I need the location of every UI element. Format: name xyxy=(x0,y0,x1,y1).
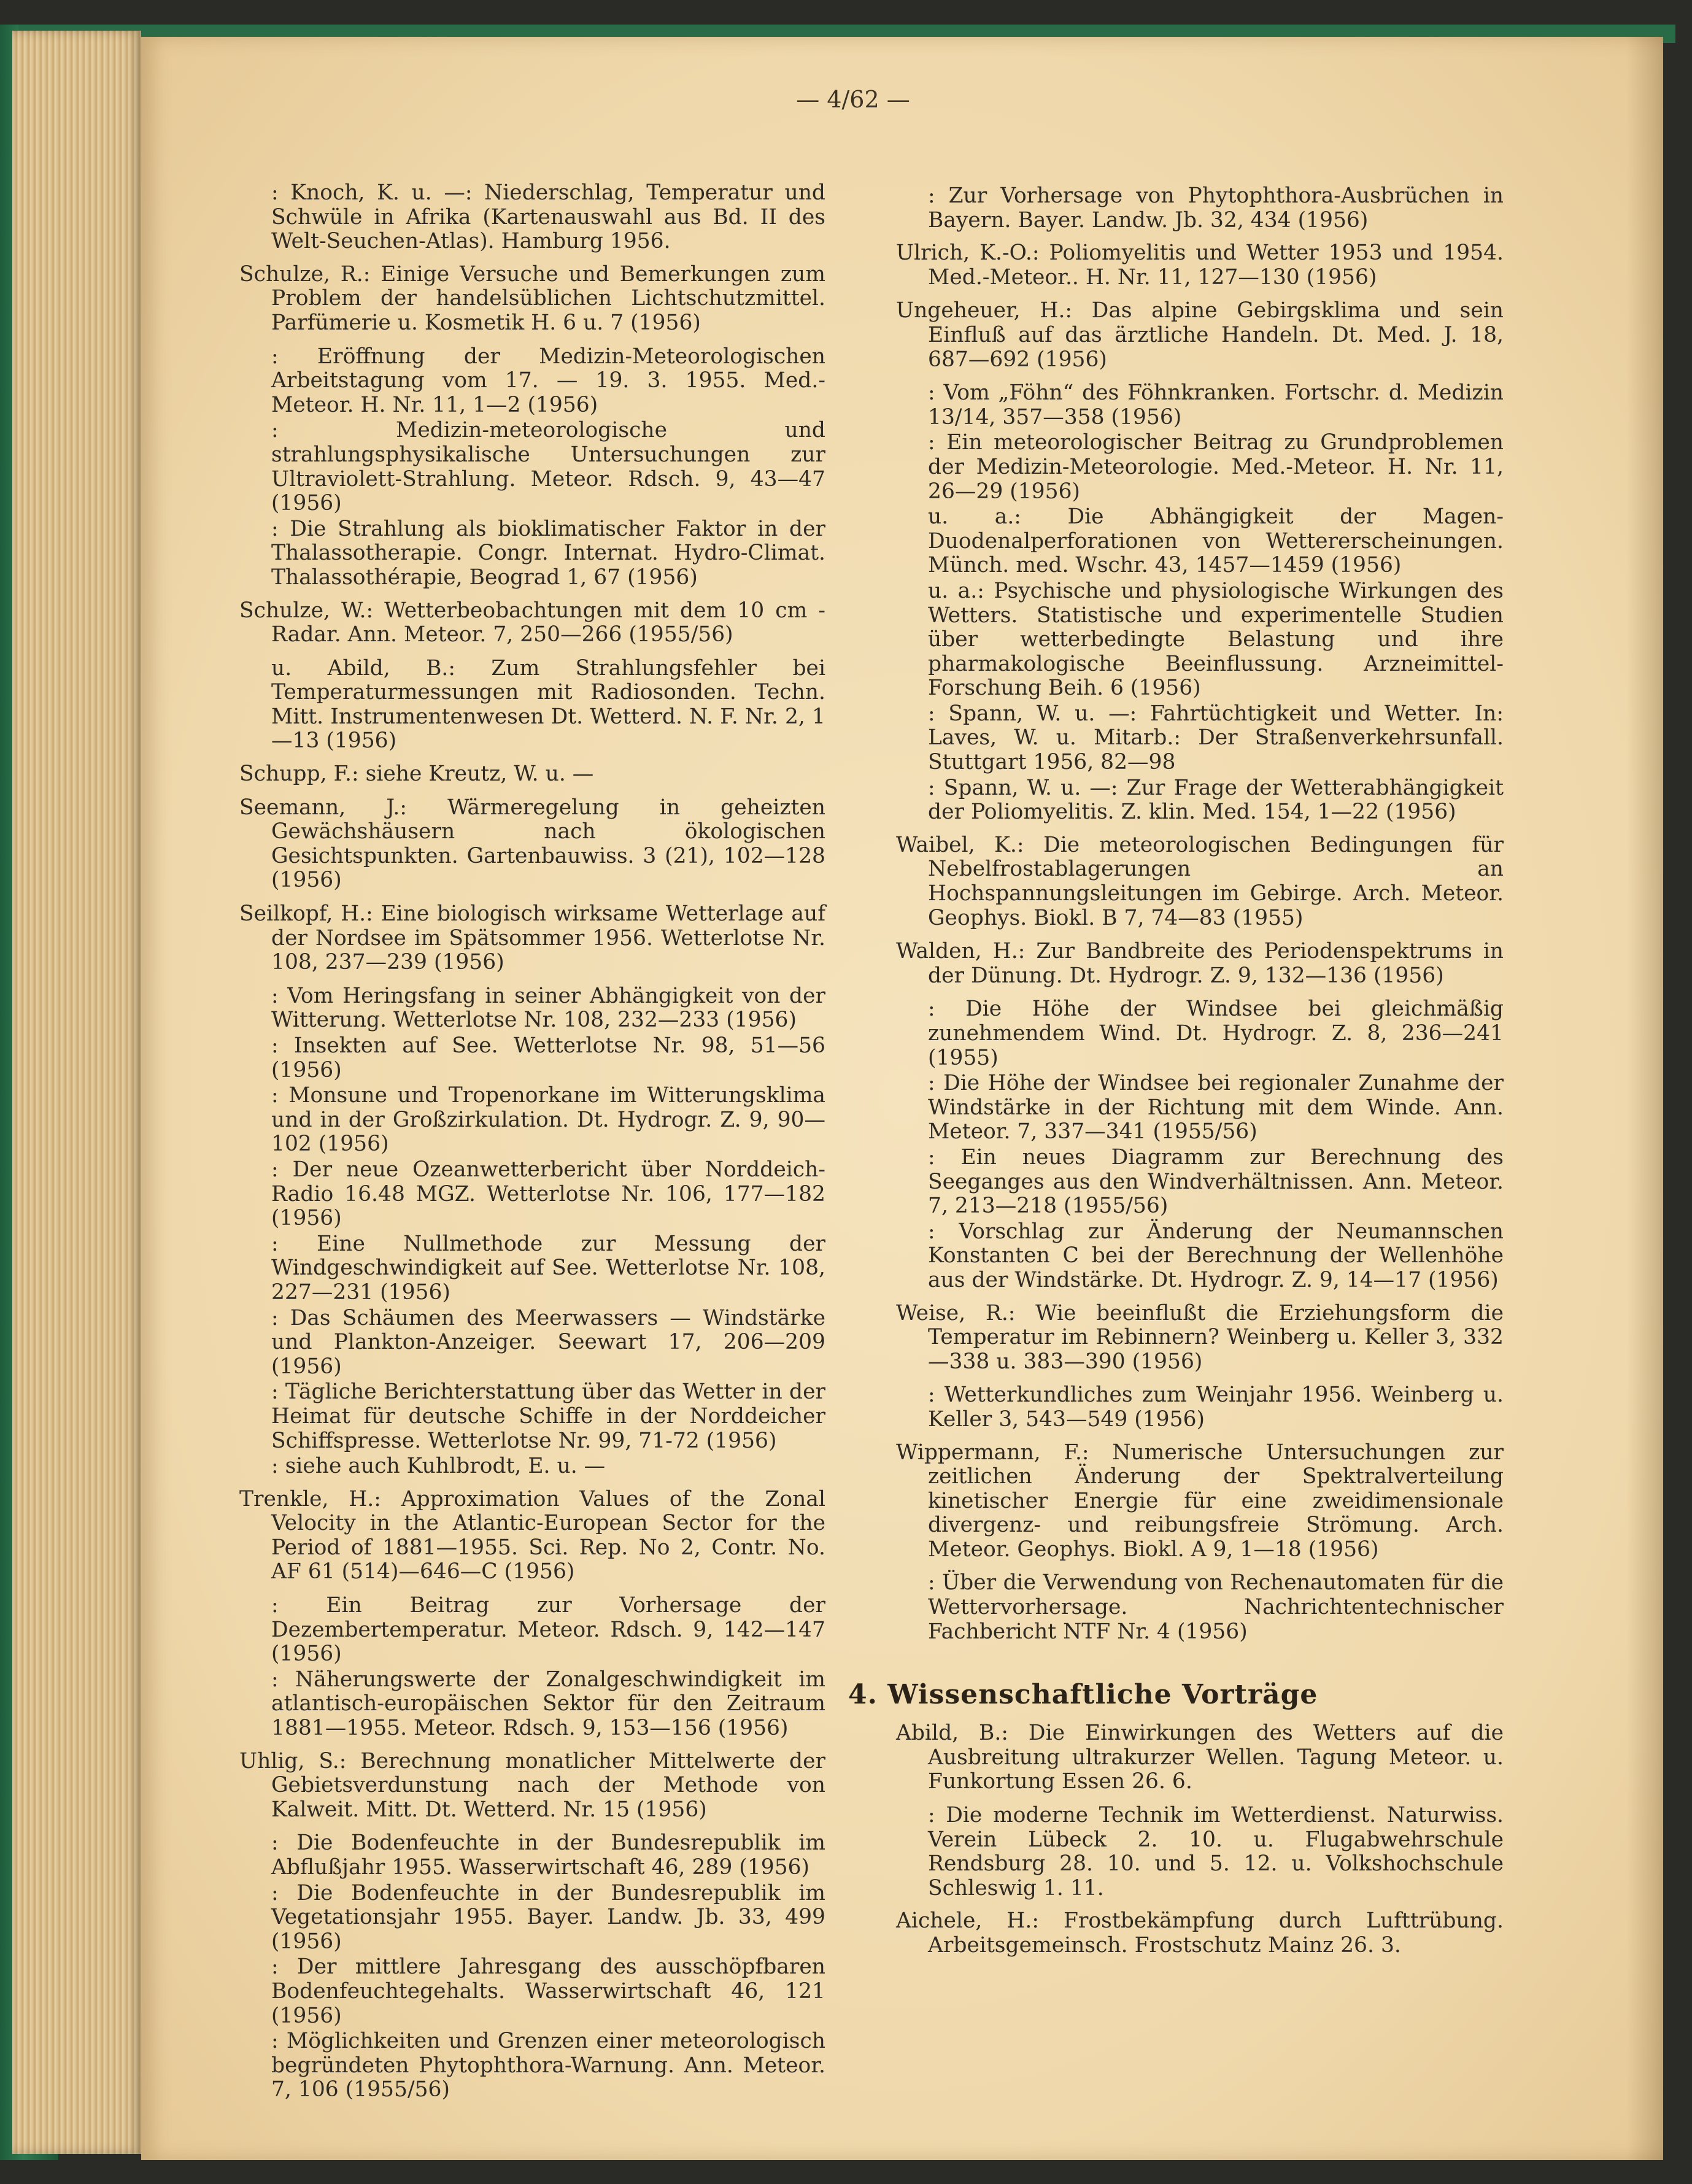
bibliography-subentry: : Der neue Ozeanwetterbericht über Norddeich-Radio 16.48 MGZ. Wetterlotse Nr. 106, 177—182 (1956) xyxy=(271,1157,825,1231)
bibliography-subentry: : Vom „Föhn“ des Föhnkranken. Fortschr. d. Medizin 13/14, 357—358 (1956) xyxy=(928,380,1504,430)
bibliography-subentry: : Insekten auf See. Wetterlotse Nr. 98, 51—56 (1956) xyxy=(271,1033,825,1082)
bibliography-subentry: : Ein meteorologischer Beitrag zu Grundproblemen der Medizin-Meteorologie. Med.-Meteor. H. Nr. 11, 26—29 (1956) xyxy=(928,430,1504,504)
page-stack-edge xyxy=(12,31,141,2154)
bibliography-subentry: : Über die Verwendung von Rechenautomaten für die Wettervorhersage. Nachrichtentechnischer Fachbericht NTF Nr. 4 (1956) xyxy=(928,1570,1504,1644)
bibliography-subentry: : Ein neues Diagramm zur Berechnung des Seeganges aus den Windverhältnissen. Ann. Meteor. 7, 213—218 (1955/56) xyxy=(928,1144,1504,1219)
bibliography-entry: Schulze, R.: Einige Versuche und Bemerkungen zum Problem der handelsüblichen Lichtschutzmittel. Parfümerie u. Kosmetik H. 6 u. 7 (1956) xyxy=(239,261,825,335)
bibliography-entry: Aichele, H.: Frostbekämpfung durch Lufttrübung. Arbeitsgemeinsch. Frostschutz Mainz 26. 3. xyxy=(896,1908,1504,1958)
right-column xyxy=(848,183,1504,1967)
bibliography-subentry: u. a.: Die Abhängigkeit der Magen-Duodenalperforationen von Wettererscheinungen. Münch. med. Wschr. 43, 1457—1459 (1956) xyxy=(928,504,1504,578)
bibliography-subentry: : Möglichkeiten und Grenzen einer meteorologisch begründeten Phytophthora-Warnung. Ann. Meteor. 7, 106 (1955/56) xyxy=(271,2029,825,2102)
bibliography-subentry: : Vom Heringsfang in seiner Abhängigkeit von der Witterung. Wetterlotse Nr. 108, 232—233 (1956) xyxy=(271,983,825,1033)
bibliography-subentry: u. a.: Psychische und physiologische Wirkungen des Wetters. Statistische und experimentelle Studien über wetterbedingte Belastung und ihre pharmakologische Beeinflussung. Arzneimittel-Forschung Beih. 6 (1956) xyxy=(928,578,1504,701)
bibliography-entry: Weise, R.: Wie beeinflußt die Erziehungsform die Temperatur im Rebinnern? Weinberg u. Keller 3, 332—338 u. 383—390 (1956) xyxy=(896,1300,1504,1374)
bibliography-subentry: : Spann, W. u. —: Fahrtüchtigkeit und Wetter. In: Laves, W. u. Mitarb.: Der Straßenverkehrsunfall. Stuttgart 1956, 82—98 xyxy=(928,701,1504,775)
bibliography-subentry: : Spann, W. u. —: Zur Frage der Wetterabhängigkeit der Poliomyelitis. Z. klin. Med. 154, 1—22 (1956) xyxy=(928,775,1504,825)
bibliography-subentry: : Das Schäumen des Meerwassers — Windstärke und Plankton-Anzeiger. Seewart 17, 206—209 (1956) xyxy=(271,1305,825,1379)
bibliography-entry: Schupp, F.: siehe Kreutz, W. u. — xyxy=(239,762,594,787)
page-number: — 4/62 — xyxy=(796,86,910,113)
bibliography-entry: Abild, B.: Die Einwirkungen des Wetters auf die Ausbreitung ultrakurzer Wellen. Tagung Meteor. u. Funkortung Essen 26. 6. xyxy=(896,1721,1504,1794)
bibliography-entry: Schulze, W.: Wetterbeobachtungen mit dem 10 cm - Radar. Ann. Meteor. 7, 250—266 (1955/56) xyxy=(239,598,825,647)
bibliography-subentry: : Wetterkundliches zum Weinjahr 1956. Weinberg u. Keller 3, 543—549 (1956) xyxy=(928,1383,1504,1432)
bibliography-subentry: : Eröffnung der Medizin-Meteorologischen Arbeitstagung vom 17. — 19. 3. 1955. Med.-Meteor. H. Nr. 11, 1—2 (1956) xyxy=(271,344,825,417)
bibliography-subentry: : Eine Nullmethode zur Messung der Windgeschwindigkeit auf See. Wetterlotse Nr. 108, 227—231 (1956) xyxy=(271,1231,825,1305)
bibliography-entry: Seemann, J.: Wärmeregelung in geheizten Gewächshäusern nach ökologischen Gesichtspunkten. Gartenbauwiss. 3 (21), 102—128 (1956) xyxy=(239,795,825,893)
bibliography-subentry: : Die Höhe der Windsee bei regionaler Zunahme der Windstärke in der Richtung mit dem Winde. Ann. Meteor. 7, 337—341 (1955/56) xyxy=(928,1071,1504,1144)
bibliography-subentry: : siehe auch Kuhlbrodt, E. u. — xyxy=(271,1454,606,1479)
bibliography-subentry: : Ein Beitrag zur Vorhersage der Dezembertemperatur. Meteor. Rdsch. 9, 142—147 (1956) xyxy=(271,1593,825,1667)
bibliography-entry: Seilkopf, H.: Eine biologisch wirksame Wetterlage auf der Nordsee im Spätsommer 1956. Wetterlotse Nr. 108, 237—239 (1956) xyxy=(239,901,825,975)
bibliography-entry: Walden, H.: Zur Bandbreite des Periodenspektrums in der Dünung. Dt. Hydrogr. Z. 9, 132—136 (1956) xyxy=(896,939,1504,988)
page-shadow xyxy=(1626,37,1663,2160)
bibliography-entry: Ungeheuer, H.: Das alpine Gebirgsklima und sein Einfluß auf das ärztliche Handeln. Dt. Med. J. 18, 687—692 (1956) xyxy=(896,298,1504,372)
bibliography-subentry: : Vorschlag zur Änderung der Neumannschen Konstanten C bei der Berechnung der Wellenhöhe aus der Windstärke. Dt. Hydrogr. Z. 9, 14—17 (1956) xyxy=(928,1219,1504,1292)
bibliography-subentry: : Die moderne Technik im Wetterdienst. Naturwiss. Verein Lübeck 2. 10. u. Flugabwehrschule Rendsburg 28. 10. und 5. 12. u. Volkshochschule Schleswig 1. 11. xyxy=(928,1803,1504,1900)
bibliography-subentry: : Monsune und Tropenorkane im Witterungsklima und in der Großzirkulation. Dt. Hydrogr. Z. 9, 90—102 (1956) xyxy=(271,1083,825,1157)
section-heading: 4. Wissenschaftliche Vorträge xyxy=(848,1679,1318,1711)
bibliography-subentry: : Tägliche Berichterstattung über das Wetter in der Heimat für deutsche Schiffe in der Norddeicher Schiffspresse. Wetterlotse Nr. 99, 71-72 (1956) xyxy=(271,1379,825,1453)
bibliography-subentry: : Die Bodenfeuchte in der Bundesrepublik im Vegetationsjahr 1955. Bayer. Landw. Jb. 33, 499 (1956) xyxy=(271,1880,825,1954)
bibliography-subentry: : Die Strahlung als bioklimatischer Faktor in der Thalassotherapie. Congr. Internat. Hydro-Climat. Thalassothérapie, Beograd 1, 67 (1956) xyxy=(271,516,825,590)
bibliography-entry: Trenkle, H.: Approximation Values of the Zonal Velocity in the Atlantic-European Sector for the Period of 1881—1955. Sci. Rep. No 2, Contr. No. AF 61 (514)—646—C (1956) xyxy=(239,1486,825,1584)
bibliography-subentry: : Zur Vorhersage von Phytophthora-Ausbrüchen in Bayern. Bayer. Landw. Jb. 32, 434 (1956) xyxy=(928,183,1504,233)
bibliography-entry: Ulrich, K.-O.: Poliomyelitis und Wetter 1953 und 1954. Med.-Meteor.. H. Nr. 11, 127—130 (1956) xyxy=(896,241,1504,290)
bibliography-entry: Waibel, K.: Die meteorologischen Bedingungen für Nebelfrostablagerungen an Hochspannungsleitungen im Gebirge. Arch. Meteor. Geophys. Biokl. B 7, 74—83 (1955) xyxy=(896,832,1504,930)
bibliography-subentry: : Knoch, K. u. —: Niederschlag, Temperatur und Schwüle in Afrika (Kartenauswahl aus Bd. II des Welt-Seuchen-Atlas). Hamburg 1956. xyxy=(271,180,825,254)
bibliography-subentry: : Medizin-meteorologische und strahlungsphysikalische Untersuchungen zur Ultraviolett-Strahlung. Meteor. Rdsch. 9, 43—47 (1956) xyxy=(271,418,825,516)
bibliography-subentry: : Näherungswerte der Zonalgeschwindigkeit im atlantisch-europäischen Sektor für den Zeitraum 1881—1955. Meteor. Rdsch. 9, 153—156 (1956) xyxy=(271,1667,825,1741)
bibliography-subentry: u. Abild, B.: Zum Strahlungsfehler bei Temperaturmessungen mit Radiosonden. Techn. Mitt. Instrumentenwesen Dt. Wetterd. N. F. Nr. 2, 1—13 (1956) xyxy=(271,655,825,754)
bibliography-entry: Uhlig, S.: Berechnung monatlicher Mittelwerte der Gebietsverdunstung nach der Methode von Kalweit. Mitt. Dt. Wetterd. Nr. 15 (1956) xyxy=(239,1748,825,1822)
bibliography-entry: Wippermann, F.: Numerische Untersuchungen zur zeitlichen Änderung der Spektralverteilung kinetischer Energie für eine zweidimensionale divergenz- und reibungsfreie Strömung. Arch. Meteor. Geophys. Biokl. A 9, 1—18 (1956) xyxy=(896,1440,1504,1562)
bibliography-subentry: : Die Bodenfeuchte in der Bundesrepublik im Abflußjahr 1955. Wasserwirtschaft 46, 289 (1956) xyxy=(271,1831,825,1880)
bibliography-subentry: : Der mittlere Jahresgang des ausschöpfbaren Bodenfeuchtegehalts. Wasserwirtschaft 46, 121 (1956) xyxy=(271,1954,825,2028)
left-column xyxy=(239,181,825,2111)
bibliography-subentry: : Die Höhe der Windsee bei gleichmäßig zunehmendem Wind. Dt. Hydrogr. Z. 8, 236—241 (1955) xyxy=(928,997,1504,1070)
